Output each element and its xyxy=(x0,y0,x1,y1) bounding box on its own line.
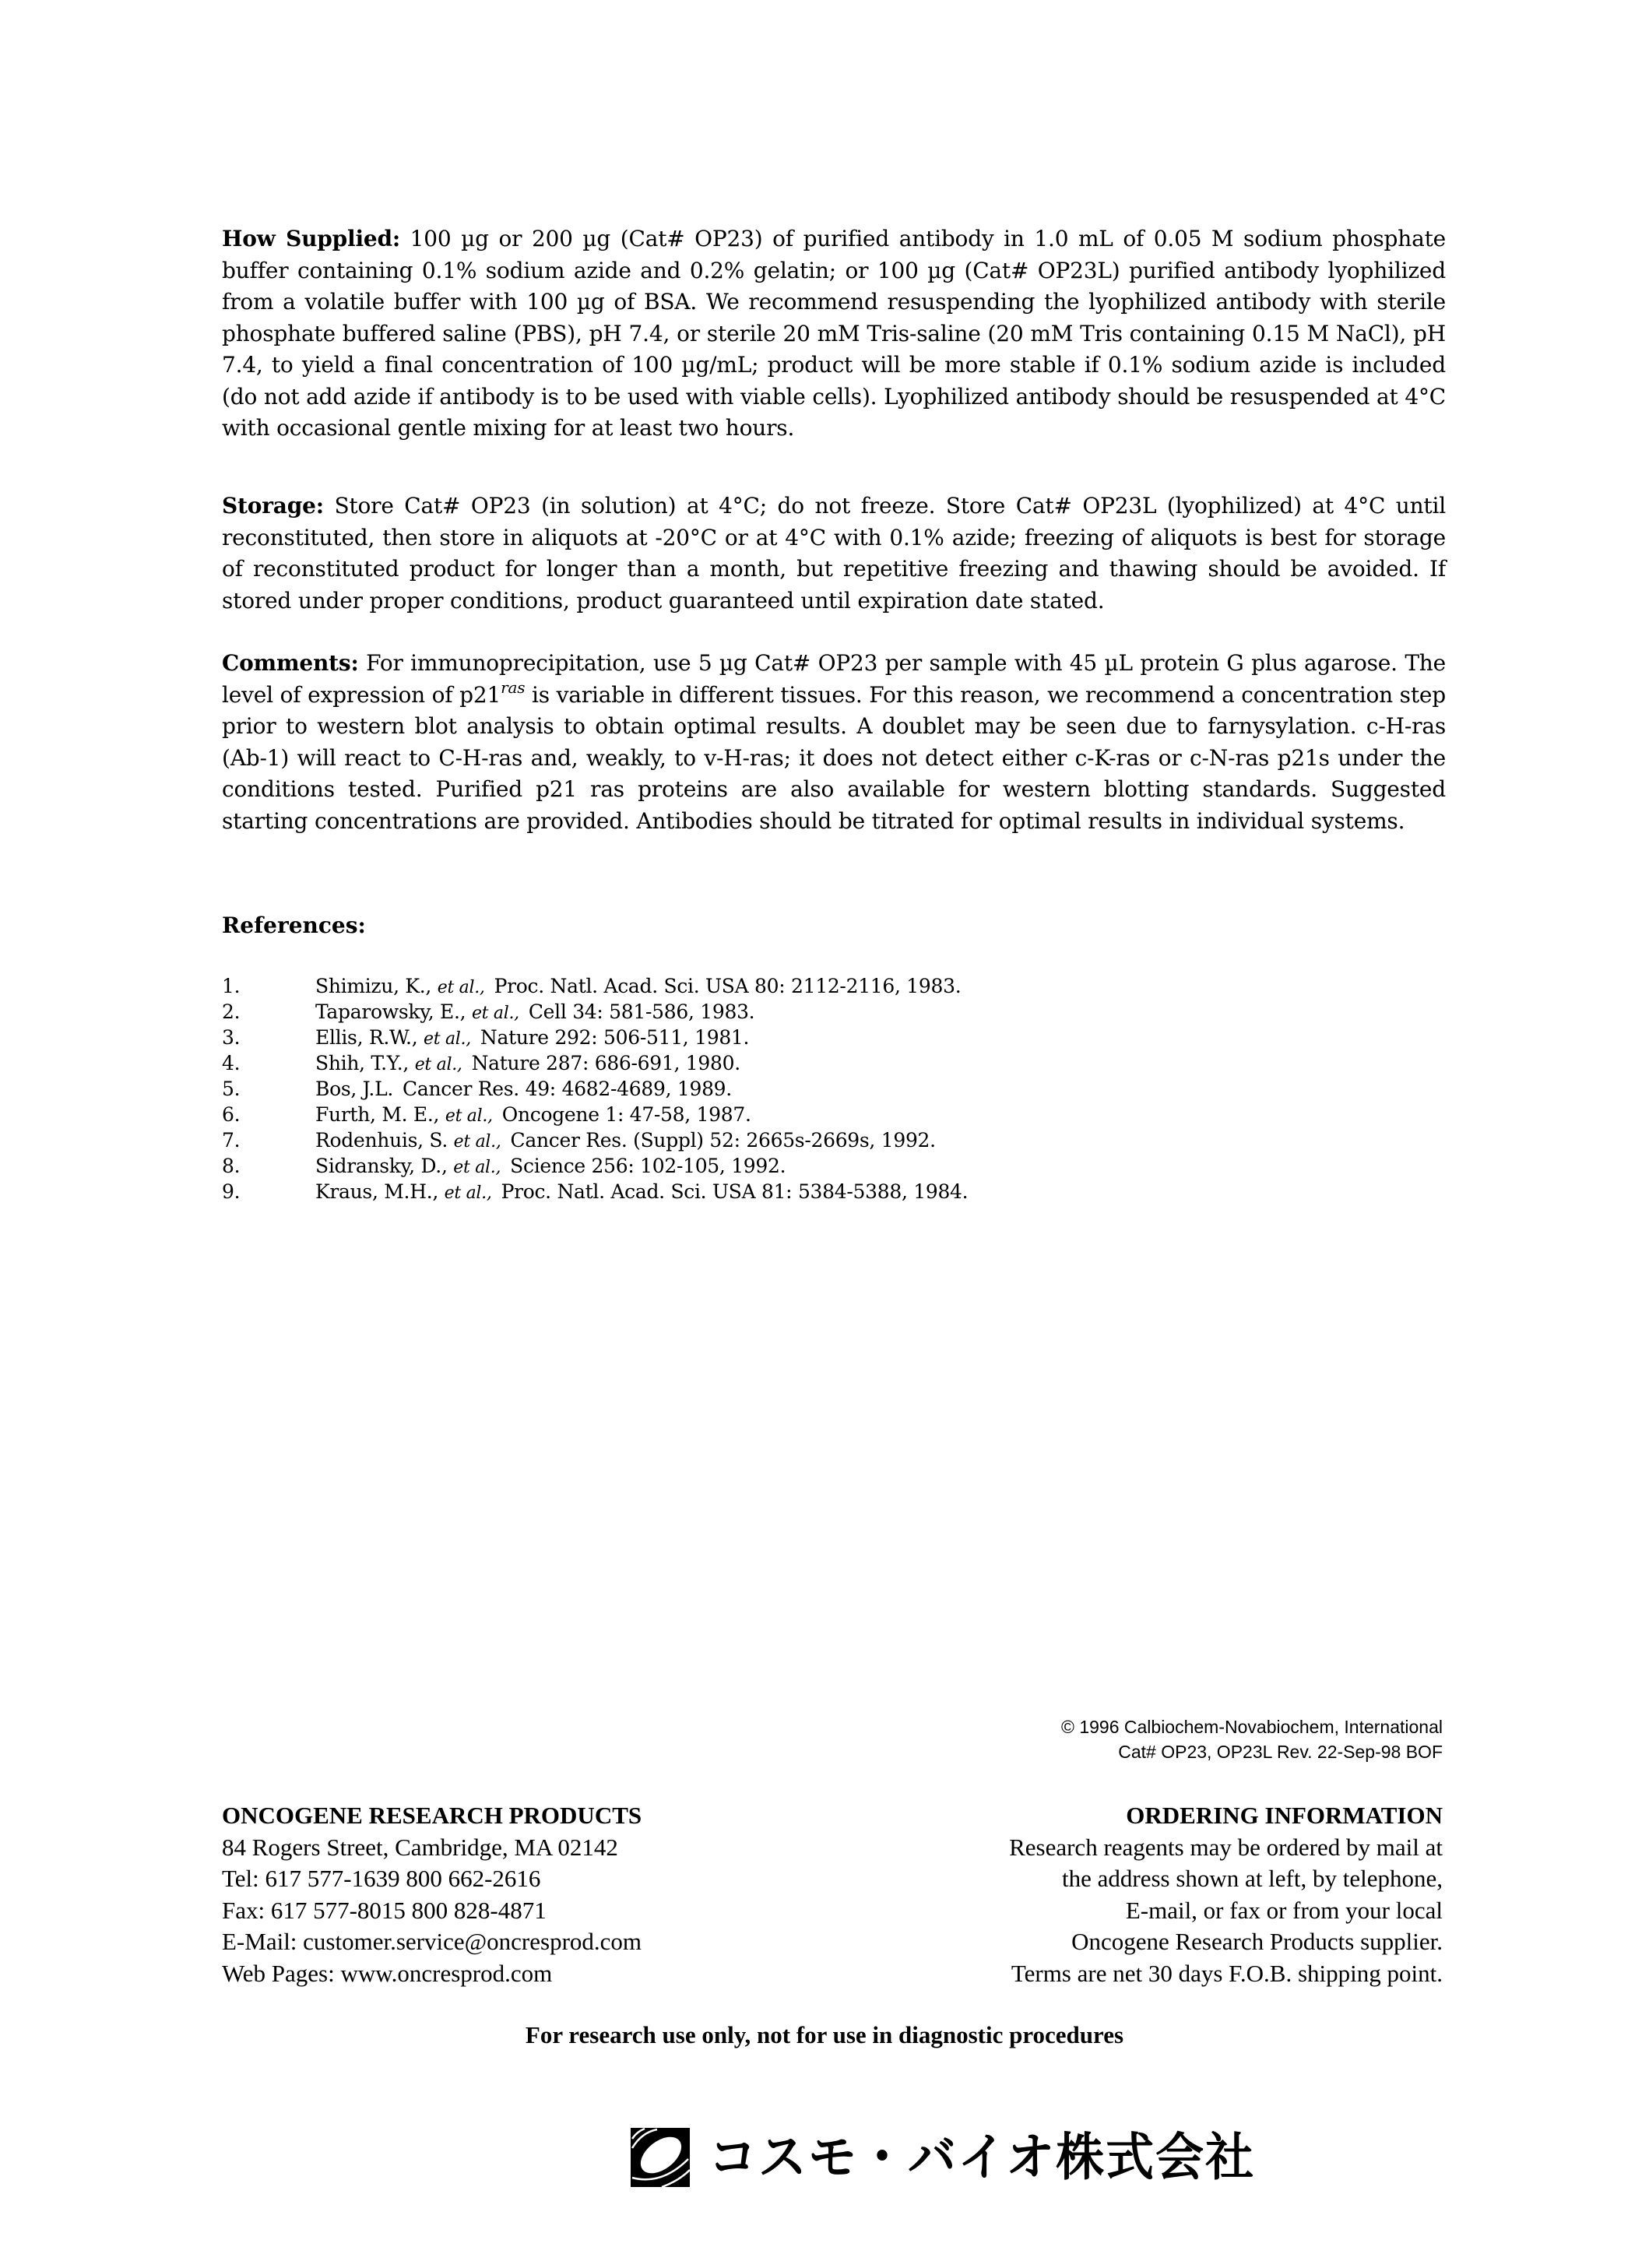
reference-item xyxy=(222,1026,1390,1052)
reference-author-name: Bos, J.L. xyxy=(315,1078,394,1100)
reference-item xyxy=(222,1129,1390,1155)
reference-etal: et al., xyxy=(424,1029,471,1049)
reference-author-name: Taparowsky, E., xyxy=(315,1000,466,1023)
comments-text-1: For immunoprecipitation, use 5 µg Cat# OP23 per sample with 45 µL protein G plus agarose. The level of expression of p21 xyxy=(222,650,1447,708)
reference-citation: Nature 287: 686-691, 1980. xyxy=(471,1052,740,1074)
ordering-line: Terms are net 30 days F.O.B. shipping point. xyxy=(1011,1959,1443,1987)
reference-item xyxy=(222,1180,1390,1206)
copyright-line: © 1996 Calbiochem-Novabiochem, International xyxy=(1061,1717,1443,1737)
reference-author-name: Sidransky, D., xyxy=(315,1155,448,1177)
ras-superscript: ras xyxy=(501,677,526,697)
reference-number: 5. xyxy=(222,1078,241,1100)
reference-author-name: Furth, M. E., xyxy=(315,1103,440,1126)
reference-number: 2. xyxy=(222,1000,241,1023)
ordering-line: the address shown at left, by telephone, xyxy=(1062,1865,1443,1892)
reference-number: 4. xyxy=(222,1052,241,1074)
reference-author xyxy=(315,1052,462,1074)
reference-etal: et al., xyxy=(453,1132,501,1152)
ordering-heading: ORDERING INFORMATION xyxy=(1126,1802,1443,1829)
reference-item xyxy=(222,1000,1390,1026)
copyright-block xyxy=(1061,1714,1443,1764)
reference-author-name: Shimizu, K., xyxy=(315,975,432,997)
reference-number: 6. xyxy=(222,1103,241,1126)
reference-number: 1. xyxy=(222,975,241,997)
reference-item xyxy=(222,975,1390,1000)
reference-item xyxy=(222,1155,1390,1180)
reference-author xyxy=(315,1129,501,1152)
reference-item xyxy=(222,1052,1390,1078)
reference-number: 9. xyxy=(222,1180,241,1203)
reference-citation: Cell 34: 581-586, 1983. xyxy=(528,1000,755,1023)
how-supplied-section xyxy=(222,223,1446,445)
company-fax: Fax: 617 577-8015 800 828-4871 xyxy=(222,1896,547,1924)
company-name: ONCOGENE RESEARCH PRODUCTS xyxy=(222,1802,642,1829)
reference-citation: Nature 292: 506-511, 1981. xyxy=(480,1026,750,1049)
reference-author xyxy=(315,1026,471,1049)
reference-etal: et al., xyxy=(437,978,485,997)
distributor-name: コスモ・バイオ株式会社 xyxy=(708,2127,1256,2187)
catalog-revision-line: Cat# OP23, OP23L Rev. 22-Sep-98 BOF xyxy=(1118,1742,1443,1762)
reference-author xyxy=(315,975,485,997)
company-address: 84 Rogers Street, Cambridge, MA 02142 xyxy=(222,1833,618,1861)
how-supplied-label: How Supplied: xyxy=(222,226,401,251)
reference-citation: Cancer Res. 49: 4682-4689, 1989. xyxy=(403,1078,732,1100)
reference-author-name: Shih, T.Y., xyxy=(315,1052,410,1074)
reference-etal: et al., xyxy=(453,1158,501,1177)
company-email: E-Mail: customer.service@oncresprod.com xyxy=(222,1928,642,1955)
reference-citation: Cancer Res. (Suppl) 52: 2665s-2669s, 1992. xyxy=(510,1129,936,1152)
reference-author-name: Ellis, R.W., xyxy=(315,1026,418,1049)
reference-citation: Proc. Natl. Acad. Sci. USA 81: 5384-5388, 1984. xyxy=(501,1180,969,1203)
storage-text: Store Cat# OP23 (in solution) at 4°C; do not freeze. Store Cat# OP23L (lyophilized) at 4°C until reconstituted, then store in aliquots at -20°C or at 4°C with 0.1% azide; freezing of aliquots is best for storage of reconstituted product for longer than a month, but repetitive freezing and thawing should be avoided. If stored under proper conditions, product guaranteed until expiration date stated. xyxy=(222,493,1446,614)
reference-etal: et al., xyxy=(444,1183,492,1203)
ordering-line: Research reagents may be ordered by mail at xyxy=(1009,1833,1443,1861)
comments-text-2: is variable in different tissues. For this reason, we recommend a concentration step prior to western blot analysis to obtain optimal results. A doublet may be seen due to farnysylation. c-H-ras (Ab-1) will react to C-H-ras and, weakly, to v-H-ras; it does not detect either c-K-ras or c-N-ras p21s under the conditions tested. Purified p21 ras proteins are also available for western blotting standards. Suggested starting concentrations are provided. Antibodies should be titrated for optimal results in individual systems. xyxy=(222,681,1446,834)
reference-citation: Proc. Natl. Acad. Sci. USA 80: 2112-2116, 1983. xyxy=(494,975,962,997)
ordering-line: Oncogene Research Products supplier. xyxy=(1071,1928,1443,1955)
reference-etal: et al., xyxy=(471,1004,519,1023)
reference-etal: et al., xyxy=(445,1106,493,1126)
reference-item xyxy=(222,1103,1390,1129)
storage-label: Storage: xyxy=(222,493,324,519)
research-use-disclaimer: For research use only, not for use in diagnostic procedures xyxy=(525,2021,1124,2048)
reference-number: 3. xyxy=(222,1026,241,1049)
cosmo-bio-logo-icon xyxy=(631,2128,690,2187)
reference-author xyxy=(315,1155,501,1177)
reference-author xyxy=(315,1103,493,1126)
reference-author xyxy=(315,1180,492,1203)
company-web: Web Pages: www.oncresprod.com xyxy=(222,1959,553,1987)
company-tel: Tel: 617 577-1639 800 662-2616 xyxy=(222,1865,541,1892)
reference-author xyxy=(315,1000,519,1023)
reference-item xyxy=(222,1078,1390,1103)
reference-number: 8. xyxy=(222,1155,241,1177)
how-supplied-text: 100 µg or 200 µg (Cat# OP23) of purified antibody in 1.0 mL of 0.05 M sodium phosphate buffer containing 0.1% sodium azide and 0.2% gelatin; or 100 µg (Cat# OP23L) purified antibody lyophilized from a volatile buffer with 100 µg of BSA. We recommend resuspending the lyophilized antibody with sterile phosphate buffered saline (PBS), pH 7.4, or sterile 20 mM Tris-saline (20 mM Tris containing 0.15 M NaCl), pH 7.4, to yield a final concentration of 100 µg/mL; product will be more stable if 0.1% sodium azide is included (do not add azide if antibody is to be used with viable cells). Lyophilized antibody should be resuspended at 4°C with occasional gentle mixing for at least two hours. xyxy=(222,226,1446,441)
reference-etal: et al., xyxy=(414,1055,462,1074)
references-heading: References: xyxy=(222,912,366,938)
comments-label: Comments: xyxy=(222,650,359,676)
comments-section xyxy=(222,648,1446,837)
reference-citation: Oncogene 1: 47-58, 1987. xyxy=(501,1103,751,1126)
references-list xyxy=(222,975,1390,1206)
storage-section xyxy=(222,491,1446,617)
reference-author-name: Rodenhuis, S. xyxy=(315,1129,448,1152)
reference-number: 7. xyxy=(222,1129,241,1152)
ordering-info-block xyxy=(1009,1800,1443,1989)
company-contact-block xyxy=(222,1800,642,1989)
reference-author-name: Kraus, M.H., xyxy=(315,1180,438,1203)
ordering-line: E-mail, or fax or from your local xyxy=(1125,1896,1443,1924)
reference-citation: Science 256: 102-105, 1992. xyxy=(510,1155,786,1177)
distributor-logo xyxy=(631,2128,1255,2187)
reference-author xyxy=(315,1078,393,1100)
